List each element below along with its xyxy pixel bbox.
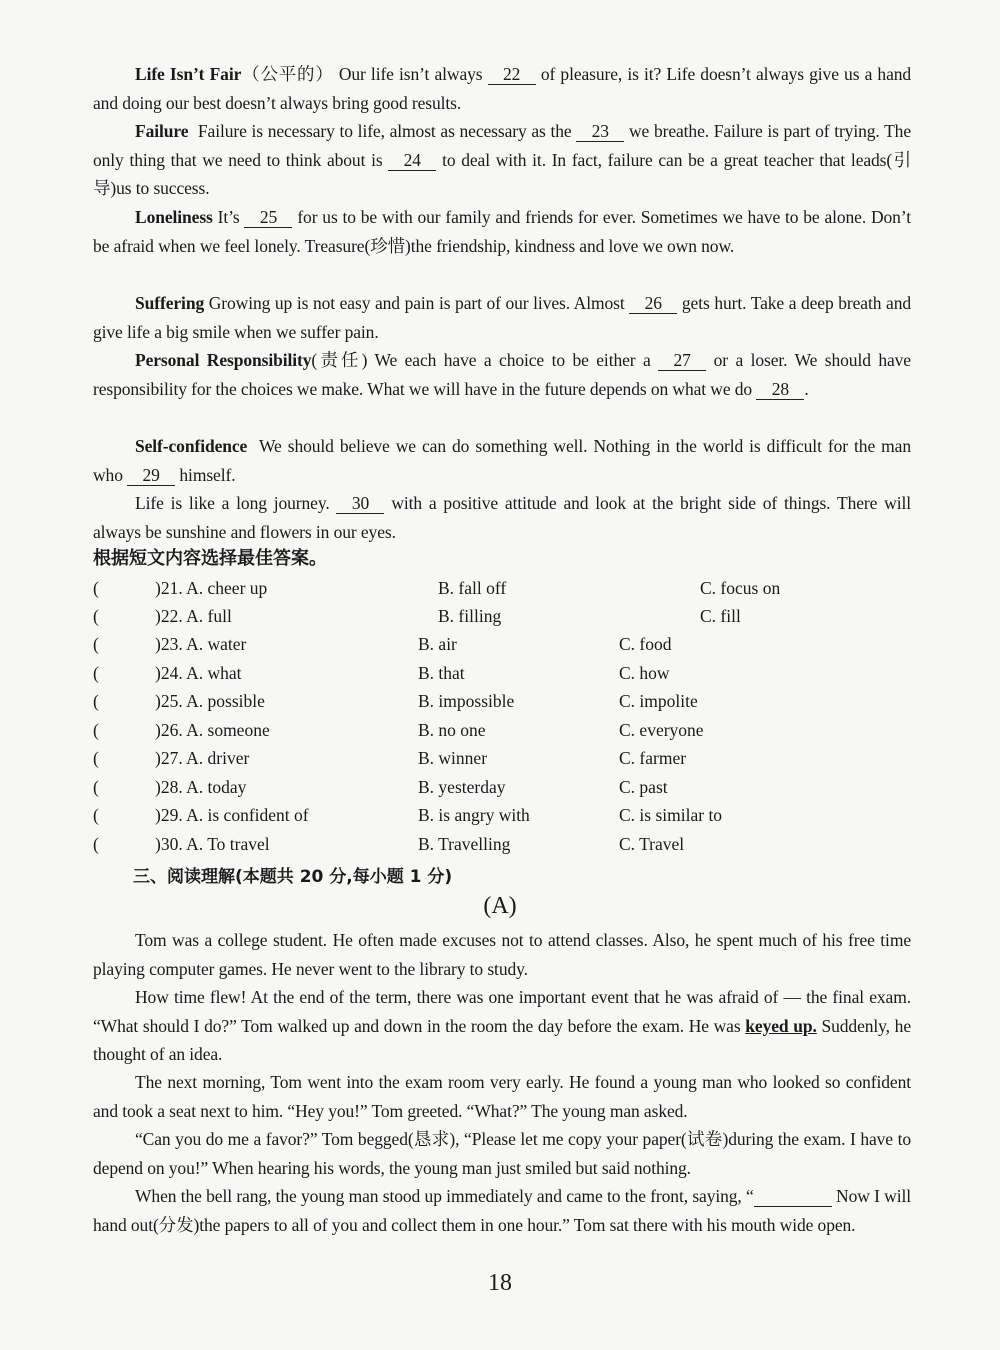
text: “Can you do me a favor?” Tom begged(恳求), “Please let me copy your paper(试卷)during the exam. I have to depend on you!” When hearing his words, the young man just smiled but said nothing. — [93, 1129, 911, 1178]
paragraph-self-confidence — [93, 432, 911, 489]
text: gets hurt. Take a deep breath and give life a big smile when we suffer pain. — [93, 293, 911, 342]
option-a[interactable]: A. water — [186, 634, 247, 654]
paragraph-life-isnt-fair — [93, 60, 911, 117]
option-b[interactable]: B. filling — [438, 606, 502, 626]
question-number: )21. A. cheer up — [155, 578, 268, 598]
gloss: （公平的） — [241, 64, 334, 84]
question-number: )30. A. To travel — [155, 834, 270, 854]
text: to deal with it. In fact, failure can be a great teacher that leads(引导)us to success. — [93, 149, 911, 198]
option-b[interactable]: B. air — [418, 634, 457, 654]
question-row — [93, 691, 913, 719]
option-c[interactable]: C. focus on — [700, 578, 781, 598]
passage-subtitle: (A) — [483, 893, 517, 919]
question-number-text: 21 — [160, 578, 179, 598]
question-number: )24. A. what — [155, 663, 242, 683]
text: Now I will hand out(分发)the papers to all of you and collect them in one hour.” Tom sat there with his mouth wide open. — [93, 1186, 911, 1235]
question-row — [93, 663, 913, 691]
option-c[interactable]: C. farmer — [619, 748, 687, 768]
blank-28[interactable]: 28 — [756, 379, 804, 400]
blank-answer[interactable] — [754, 1186, 832, 1207]
paragraph-loneliness — [93, 203, 911, 260]
question-number-text: 27 — [160, 748, 179, 768]
text: . — [804, 378, 809, 399]
option-b[interactable]: B. Travelling — [418, 834, 511, 854]
question-row — [93, 748, 913, 776]
question-number-text: 28 — [160, 777, 179, 797]
question-number-text: 29 — [160, 805, 179, 825]
question-number: )22. A. full — [155, 606, 232, 626]
heading: Life Isn’t Fair — [135, 64, 242, 84]
text: for us to be with our family and friends for ever. Sometimes we have to be alone. Don’t be afraid when we feel lonely. Treasure(珍惜)the friendship, kindness and love we own now. — [93, 207, 911, 256]
blank-23[interactable]: 23 — [576, 121, 624, 142]
answer-bracket[interactable]: ( — [93, 691, 99, 711]
answer-bracket[interactable]: ( — [93, 805, 99, 825]
blank-29[interactable]: 29 — [127, 465, 175, 486]
answer-bracket[interactable]: ( — [93, 748, 99, 768]
option-c[interactable]: C. impolite — [619, 691, 698, 711]
question-row — [93, 720, 913, 748]
question-number: )23. A. water — [155, 634, 247, 654]
option-a[interactable]: A. To travel — [186, 834, 270, 854]
question-number-text: 25 — [160, 691, 179, 711]
heading: Self-confidence — [135, 436, 248, 456]
option-c[interactable]: C. Travel — [619, 834, 685, 854]
question-number-text: 24 — [160, 663, 179, 683]
option-b[interactable]: B. that — [418, 663, 465, 683]
text: of pleasure, is it? Life doesn’t always give us a hand and doing our best doesn’t always bring good results. — [93, 64, 912, 113]
heading: Loneliness — [135, 207, 213, 227]
reading-paragraph — [93, 983, 911, 1069]
reading-paragraph — [93, 926, 911, 983]
answer-bracket[interactable]: ( — [93, 834, 99, 854]
blank-26[interactable]: 26 — [629, 293, 677, 314]
option-c[interactable]: C. is similar to — [619, 805, 723, 825]
question-row — [93, 606, 913, 634]
question-number-text: 22 — [160, 606, 179, 626]
text: Suddenly, he thought of an idea. — [93, 1015, 911, 1064]
answer-bracket[interactable]: ( — [93, 663, 99, 683]
paragraph-personal-responsibility — [93, 346, 911, 403]
option-b[interactable]: B. is angry with — [418, 805, 530, 825]
option-b[interactable]: B. yesterday — [418, 777, 506, 797]
question-number-text: 23 — [160, 634, 179, 654]
option-a[interactable]: A. driver — [186, 748, 250, 768]
answer-bracket[interactable]: ( — [93, 720, 99, 740]
text: How time flew! At the end of the term, there was one important event that he was afraid of — the final exam. “What should I do?” Tom walked up and down in the room the day before the exam. He was — [93, 987, 911, 1036]
blank-30[interactable]: 30 — [336, 493, 384, 514]
text: Tom was a college student. He often made excuses not to attend classes. Also, he spent much of his free time playing computer games. He never went to the library to study. — [93, 930, 911, 979]
question-number-text: 26 — [160, 720, 179, 740]
text: himself. — [179, 464, 236, 485]
option-a[interactable]: A. today — [186, 777, 247, 797]
text: or a loser. We should have responsibility for the choices we make. What we will have in the future depends on what we do — [93, 350, 911, 399]
answer-bracket[interactable]: ( — [93, 578, 99, 598]
keyed-up-phrase: keyed up. — [745, 1015, 817, 1036]
question-number: )28. A. today — [155, 777, 247, 797]
text: with a positive attitude and look at the bright side of things. There will always be sunshine and flowers in our eyes. — [93, 493, 911, 542]
text: Our life isn’t always — [338, 64, 483, 84]
question-number: )26. A. someone — [155, 720, 270, 740]
page-number: 18 — [488, 1270, 512, 1296]
text: Life is like a long journey. — [135, 493, 330, 513]
heading: Suffering — [135, 293, 205, 313]
option-a[interactable]: A. is confident of — [186, 805, 309, 825]
reading-paragraph — [93, 1125, 911, 1182]
question-number: )25. A. possible — [155, 691, 265, 711]
text: we breathe. Failure is part of trying. The only thing that we need to think about is — [93, 121, 911, 170]
text: The next morning, Tom went into the exam room very early. He found a young man who looked so confident and took a seat next to him. “Hey you!” Tom greeted. “What?” The young man asked. — [93, 1072, 911, 1121]
gloss: (责任) — [311, 350, 368, 370]
question-number: )29. A. is confident of — [155, 805, 309, 825]
question-number-text: 30 — [160, 834, 179, 854]
reading-paragraph — [93, 1068, 911, 1125]
option-c[interactable]: C. everyone — [619, 720, 704, 740]
question-row — [93, 805, 913, 833]
instruction: 根据短文内容选择最佳答案。 — [93, 548, 327, 569]
option-a[interactable]: A. someone — [186, 720, 270, 740]
blank-22[interactable]: 22 — [488, 64, 536, 85]
paragraph-failure — [93, 117, 911, 203]
text: Growing up is not easy and pain is part of our lives. Almost — [208, 293, 625, 313]
heading: Failure — [135, 121, 189, 141]
option-b[interactable]: B. winner — [418, 748, 488, 768]
option-b[interactable]: B. fall off — [438, 578, 507, 598]
option-a[interactable]: A. cheer up — [186, 578, 268, 598]
blank-27[interactable]: 27 — [658, 350, 706, 371]
blank-24[interactable]: 24 — [388, 150, 436, 171]
paragraph-life-journey — [93, 489, 911, 546]
answer-bracket[interactable]: ( — [93, 634, 99, 654]
text: We each have a choice to be either a — [374, 350, 651, 370]
question-number: )27. A. driver — [155, 748, 250, 768]
heading: Personal Responsibility — [135, 350, 312, 370]
option-b[interactable]: B. impossible — [418, 691, 515, 711]
answer-bracket[interactable]: ( — [93, 777, 99, 797]
question-row — [93, 634, 913, 662]
option-c[interactable]: C. past — [619, 777, 668, 797]
option-b[interactable]: B. no one — [418, 720, 486, 740]
paragraph-suffering — [93, 289, 911, 346]
text: It’s — [217, 207, 240, 227]
option-c[interactable]: C. food — [619, 634, 672, 654]
question-row — [93, 578, 913, 606]
text: When the bell rang, the young man stood up immediately and came to the front, saying, “ — [135, 1186, 754, 1206]
text: Failure is necessary to life, almost as necessary as the — [197, 121, 572, 141]
answer-bracket[interactable]: ( — [93, 606, 99, 626]
section-title: 三、阅读理解(本题共 20 分,每小题 1 分) — [133, 867, 453, 887]
option-a[interactable]: A. possible — [186, 691, 265, 711]
option-a[interactable]: A. what — [186, 663, 242, 683]
option-c[interactable]: C. fill — [700, 606, 741, 626]
blank-25[interactable]: 25 — [244, 207, 292, 228]
text: We should believe we can do something well. Nothing in the world is difficult for the man who — [93, 436, 911, 485]
option-a[interactable]: A. full — [186, 606, 232, 626]
question-row — [93, 777, 913, 805]
option-c[interactable]: C. how — [619, 663, 670, 683]
reading-paragraph — [93, 1182, 911, 1239]
question-row — [93, 834, 913, 862]
